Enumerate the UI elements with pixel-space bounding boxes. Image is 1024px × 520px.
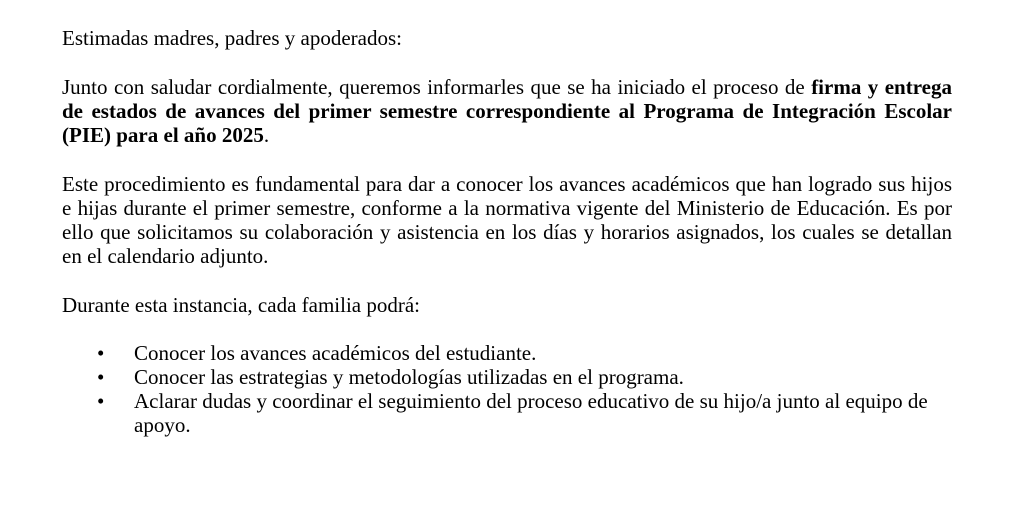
list-item-text: Conocer los avances académicos del estudiante. <box>134 341 537 365</box>
intro-text: Junto con saludar cordialmente, queremos informarles que se ha iniciado el proceso de <box>62 75 812 99</box>
greeting: Estimadas madres, padres y apoderados: <box>62 26 402 50</box>
list-item-text: Conocer las estrategias y metodologías utilizadas en el programa. <box>134 365 684 389</box>
list-item <box>62 341 952 365</box>
list-item <box>62 365 952 389</box>
body-paragraph: Este procedimiento es fundamental para dar a conocer los avances académicos que han logrado sus hijos e hijas durante el primer semestre, conforme a la normativa vigente del Ministerio de Educación. Es por ello que solicitamos su colaboración y asistencia en los días y horarios asignados, los cuales se detallan en el calendario adjunto. <box>62 172 952 268</box>
intro-end: . <box>263 123 270 147</box>
list-item-text: Aclarar dudas y coordinar el seguimiento del proceso educativo de su hijo/a junto al equipo de apoyo. <box>134 389 928 437</box>
intro-paragraph <box>62 75 952 147</box>
list-intro: Durante esta instancia, cada familia podrá: <box>62 293 421 317</box>
bullet-icon: • <box>97 365 105 389</box>
activity-list <box>62 341 952 437</box>
bullet-icon: • <box>97 341 105 365</box>
bullet-icon: • <box>97 389 105 413</box>
intro-bold-text: firma y entrega de estados de avances del primer semestre correspondiente al Programa de Integración Escolar (PIE) para el año 2025 <box>62 75 952 147</box>
letter-document <box>62 26 952 437</box>
list-item <box>62 389 952 437</box>
